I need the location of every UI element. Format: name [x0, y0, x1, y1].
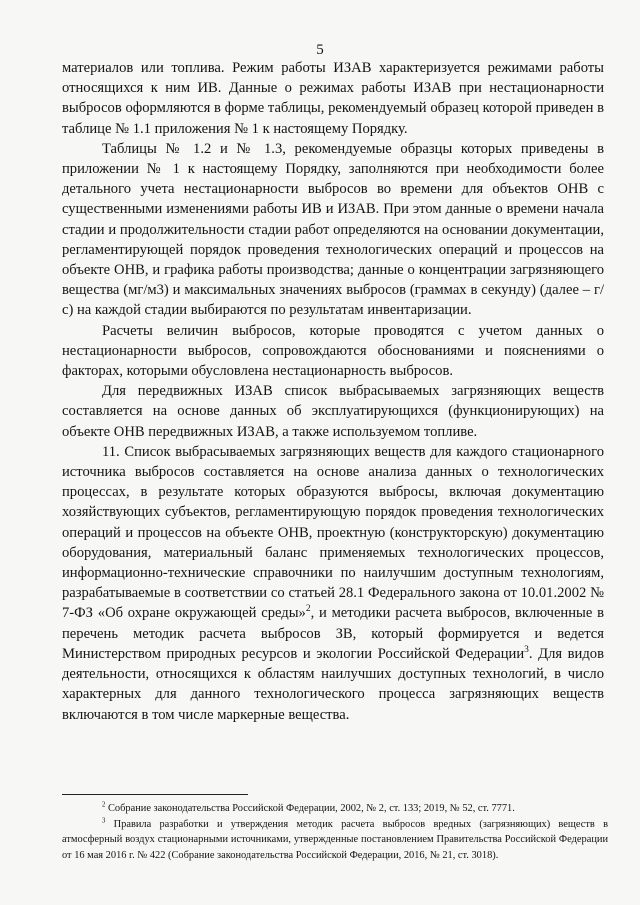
- footnote-reference: 2: [305, 604, 311, 615]
- footnote-text: Собрание законодательства Российской Федерации, 2002, № 2, ст. 133; 2019, № 52, ст. 7771.: [105, 803, 515, 814]
- paragraph: [62, 58, 604, 139]
- paragraph-text: Для передвижных ИЗАВ список выбрасываемых загрязняющих веществ составляется на основе данных об эксплуатирующихся (функционирующих) на объекте ОНВ передвижных ИЗАВ, а также используемом топливе.: [62, 383, 604, 440]
- body-text: [62, 58, 604, 725]
- footnote: [62, 817, 608, 864]
- paragraph-text: материалов или топлива. Режим работы ИЗАВ характеризуется режимами работы относящихся к ним ИВ. Данные о режимах работы ИЗАВ при нестационарности выбросов оформляются в форме таблицы, рекомендуемый образец которой приведен в таблице № 1.1 приложения № 1 к настоящему Порядку.: [62, 60, 604, 137]
- paragraph: [62, 381, 604, 442]
- paragraph-text: 11. Список выбрасываемых загрязняющих веществ для каждого стационарного источника выбросов составляется на основе анализа данных о технологических процессах, в результате которых образуются выбросы, включая документацию хозяйствующих субъектов, регламентирующую порядок проведения технологических операций и процессов на объекте ОНВ, проектную (конструкторскую) документацию оборудования, материальный баланс применяемых технологических процессов, информационно-технические справочники по наилучшим доступным технологиям, разрабатываемые в соответствии со статьей 28.1 Федерального закона от 10.01.2002 № 7-ФЗ «Об охране окружающей среды»: [62, 443, 604, 622]
- page-number: 5: [316, 42, 324, 58]
- footnote-mark: 2: [102, 801, 106, 809]
- footnote-separator: [62, 794, 248, 795]
- paragraph: [62, 139, 604, 321]
- footnote-text: Правила разработки и утверждения методик расчета выбросов вредных (загрязняющих) веществ в атмосферный воздух стационарными источниками, утвержденные постановлением Правительства Российской Федерации от 16 мая 2016 г. № 422 (Собрание законодательства Российской Федерации, 2016, № 21, ст. 3018).: [62, 818, 608, 861]
- footnote: [62, 801, 608, 817]
- paragraph-text: . Для видов деятельности, относящихся к областям наилучших доступных технологий, в число характерных для данного технологического процесса загрязняющих веществ включаются в том числе маркерные вещества.: [62, 645, 604, 723]
- paragraph: [62, 321, 604, 382]
- paragraph: [62, 442, 604, 725]
- paragraph-text: Таблицы № 1.2 и № 1.3, рекомендуемые образцы которых приведены в приложении № 1 к настоящему Порядку, заполняются при необходимости более детального учета нестационарности выбросов во времени для объектов ОНВ с существенными изменениями работы ИВ и ИЗАВ. При этом данные о времени начала стадии и продолжительности стадии работ определяются на основании документации, регламентирующей порядок проведения технологических операций и процессов на объекте ОНВ, и графика работы производства; данные о концентрации загрязняющего вещества (мг/м3) и максимальных значениях выбросов (граммах в секунду) (далее – г/с) на каждой стадии выбираются по результатам инвентаризации.: [62, 140, 604, 319]
- footnote-mark: 3: [102, 817, 106, 825]
- paragraph-text: , и методики расчета выбросов, включенные в перечень методик расчета выбросов ЗВ, который формируется и ведется Министерством природных ресурсов и экологии Российской Федерации: [62, 605, 604, 662]
- footnotes: [62, 794, 608, 863]
- footnote-reference: 3: [524, 645, 529, 656]
- paragraph-text: Расчеты величин выбросов, которые проводятся с учетом данных о нестационарности выбросов, сопровождаются обоснованиями и пояснениями о факторах, которыми обусловлена нестационарность выбросов.: [62, 322, 604, 380]
